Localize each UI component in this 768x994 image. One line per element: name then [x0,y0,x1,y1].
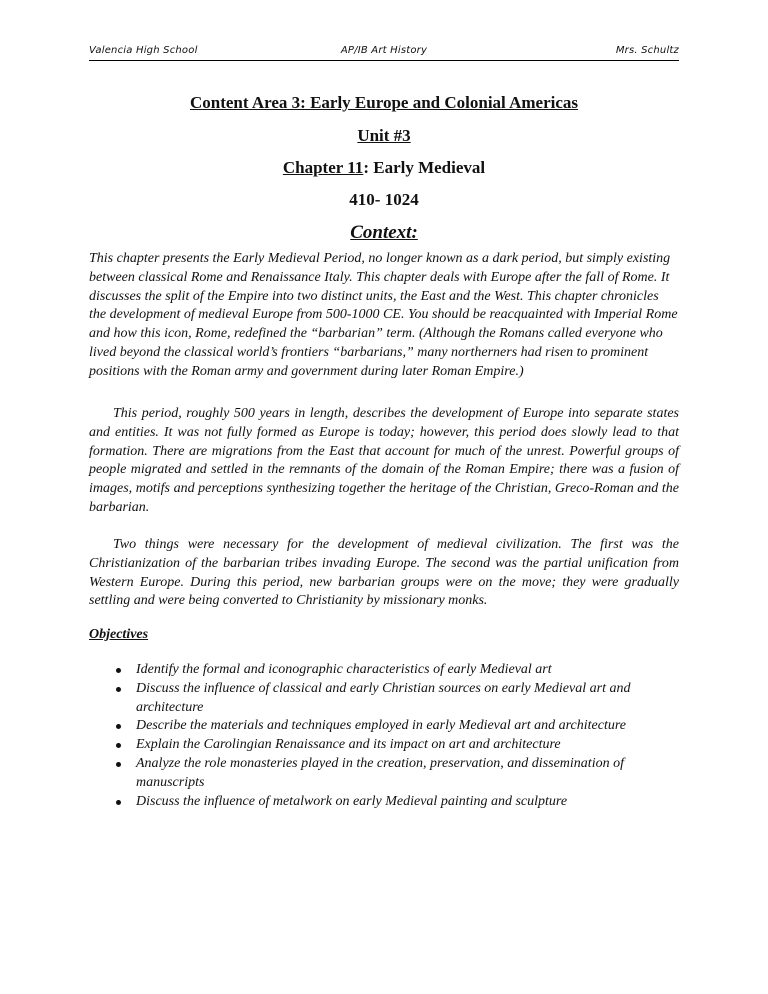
objectives-heading: Objectives [89,627,149,642]
header-teacher: Mrs. Schultz [615,45,679,56]
running-header [89,44,679,61]
context-paragraph-3: Two things were necessary for the development of medieval civilization. The first was the Christianization of the barbarian tribes invading Europe. The second was the partial unification from Western Europe. During this period, new barbarian groups were on the move; they were gradually settling and were being converted to Christianity by missionary monks. [89,537,679,609]
chapter-heading [0,158,768,178]
chapter-label: Chapter 11 [282,158,364,177]
context-heading [0,221,768,245]
unit-heading [0,126,768,146]
objective-item [116,680,676,718]
content-area-heading [0,93,768,113]
objective-item [116,717,676,736]
context-title: Context: [350,222,418,243]
objective-item [116,793,676,812]
header-course: AP/IB Art History [340,45,428,56]
objective-text: Describe the materials and techniques employed in early Medieval art and architecture [136,718,626,734]
date-range-text: 410- 1024 [349,190,419,209]
bullet-icon [116,762,121,767]
objective-item [116,661,676,680]
chapter-title: : Early Medieval [363,158,486,177]
objective-text: Identify the formal and iconographic characteristics of early Medieval art [136,662,552,677]
objectives-list [116,661,676,811]
header-school: Valencia High School [89,45,198,56]
content-area-title: Content Area 3: Early Europe and Colonial Americas [189,93,578,112]
context-paragraph-2: This period, roughly 500 years in length, describes the development of Europe into separate states and entities. It was not fully formed as Europe is today; however, this period does slowly lead to that formation. There are migrations from the East that account for much of the unrest. Powerful groups of people migrated and settled in the remnants of the domain of the Roman Empire; there was a fusion of images, motifs and perceptions synthesizing together the heritage of the Christian, Greco-Roman and the barbarian. [89,406,679,515]
objective-item [116,736,676,755]
objective-text: Explain the Carolingian Renaissance and its impact on art and architecture [136,737,561,753]
bullet-icon [116,687,121,692]
objective-item [116,755,676,793]
bullet-icon [116,743,121,748]
objective-text: Analyze the role monasteries played in the creation, preservation, and dissemination of manuscripts [136,755,624,790]
bullet-icon [116,800,121,805]
bullet-icon [116,668,121,673]
context-paragraph-1: This chapter presents the Early Medieval Period, no longer known as a dark period, but simply existing between classical Rome and Renaissance Italy. This chapter deals with Europe after the fall of Rome. It discusses the split of the Empire into two distinct units, the East and the West. This chapter chronicles the development of medieval Europe from 500-1000 CE. You should be reacquainted with Imperial Rome and how this icon, Rome, redefined the “barbarian” term. (Although the Romans called everyone who lived beyond the classical world’s frontiers “barbarians,” many northerners had risen to prominent positions with the Roman army and government during later Roman Empire.) [89,251,678,379]
objective-text: Discuss the influence of metalwork on early Medieval painting and sculpture [136,793,568,809]
bullet-icon [116,724,121,729]
unit-title: Unit #3 [357,126,411,145]
date-range [0,190,768,210]
objective-text: Discuss the influence of classical and early Christian sources on early Medieval art and architecture [136,680,631,715]
